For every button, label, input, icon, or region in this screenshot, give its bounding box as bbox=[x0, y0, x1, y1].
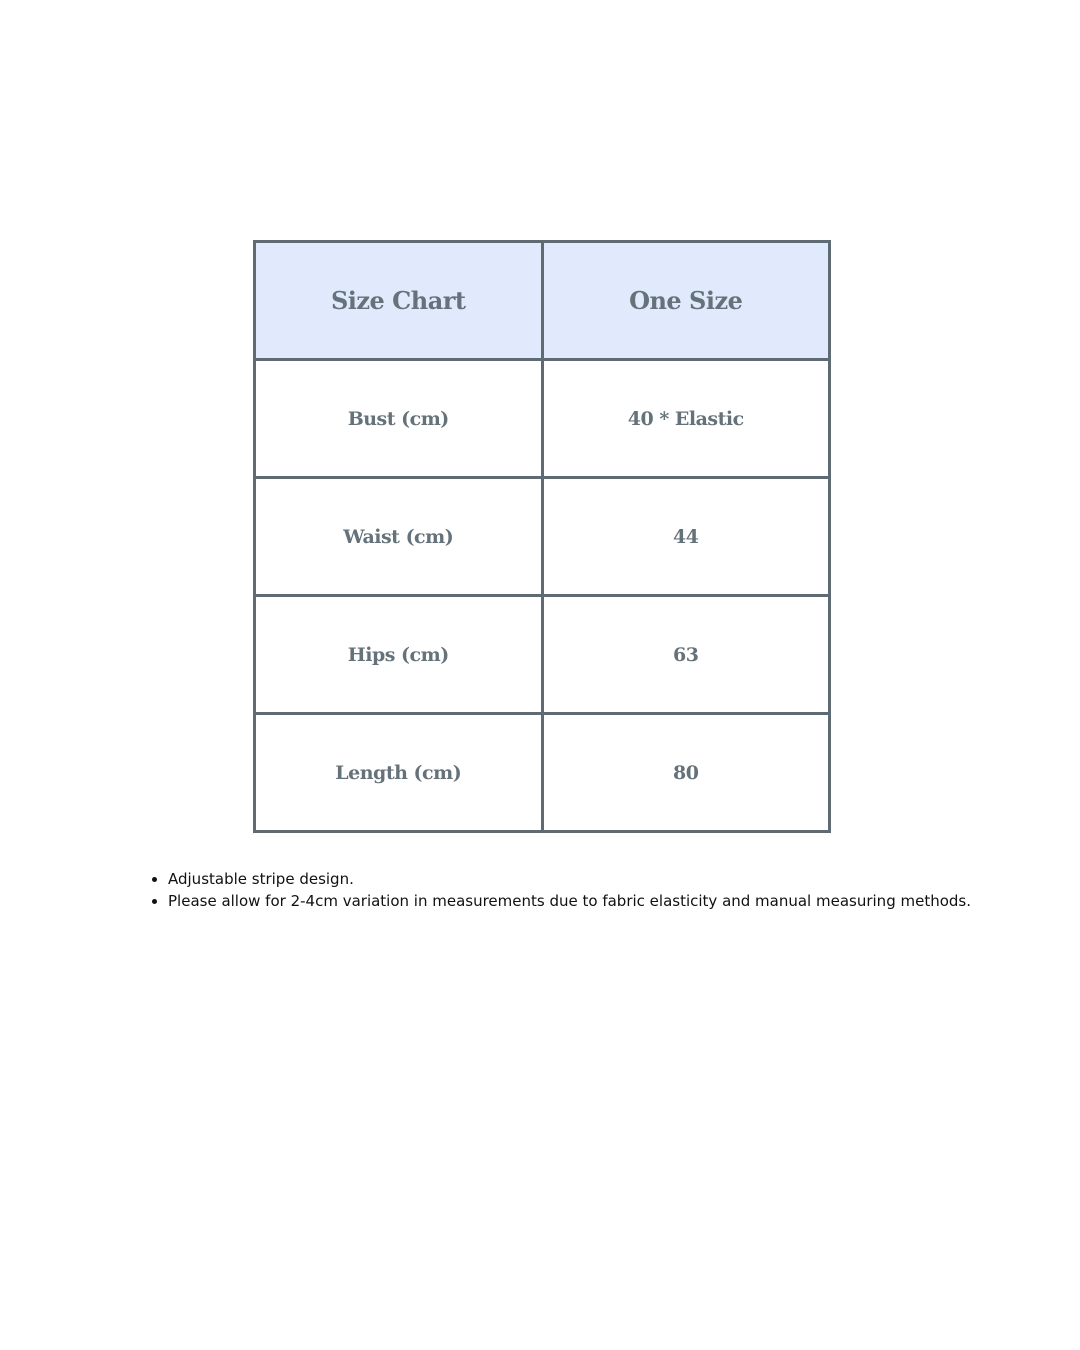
row-value-hips: 63 bbox=[542, 596, 830, 714]
notes-list bbox=[148, 868, 1068, 912]
table-header-row bbox=[255, 242, 830, 360]
note-item: • Adjustable stripe design. bbox=[168, 868, 1068, 890]
table-row bbox=[255, 360, 830, 478]
row-label-waist: Waist (cm) bbox=[255, 478, 543, 596]
note-item: • Please allow for 2-4cm variation in measurements due to fabric elasticity and manual measuring methods. bbox=[168, 890, 1068, 912]
row-label-bust: Bust (cm) bbox=[255, 360, 543, 478]
size-chart-table bbox=[253, 240, 831, 833]
table-row bbox=[255, 478, 830, 596]
row-value-bust: 40 * Elastic bbox=[542, 360, 830, 478]
row-value-waist: 44 bbox=[542, 478, 830, 596]
row-label-hips: Hips (cm) bbox=[255, 596, 543, 714]
row-value-length: 80 bbox=[542, 714, 830, 832]
table-row bbox=[255, 714, 830, 832]
row-label-length: Length (cm) bbox=[255, 714, 543, 832]
header-cell-size: One Size bbox=[542, 242, 830, 360]
header-cell-label: Size Chart bbox=[255, 242, 543, 360]
table-row bbox=[255, 596, 830, 714]
